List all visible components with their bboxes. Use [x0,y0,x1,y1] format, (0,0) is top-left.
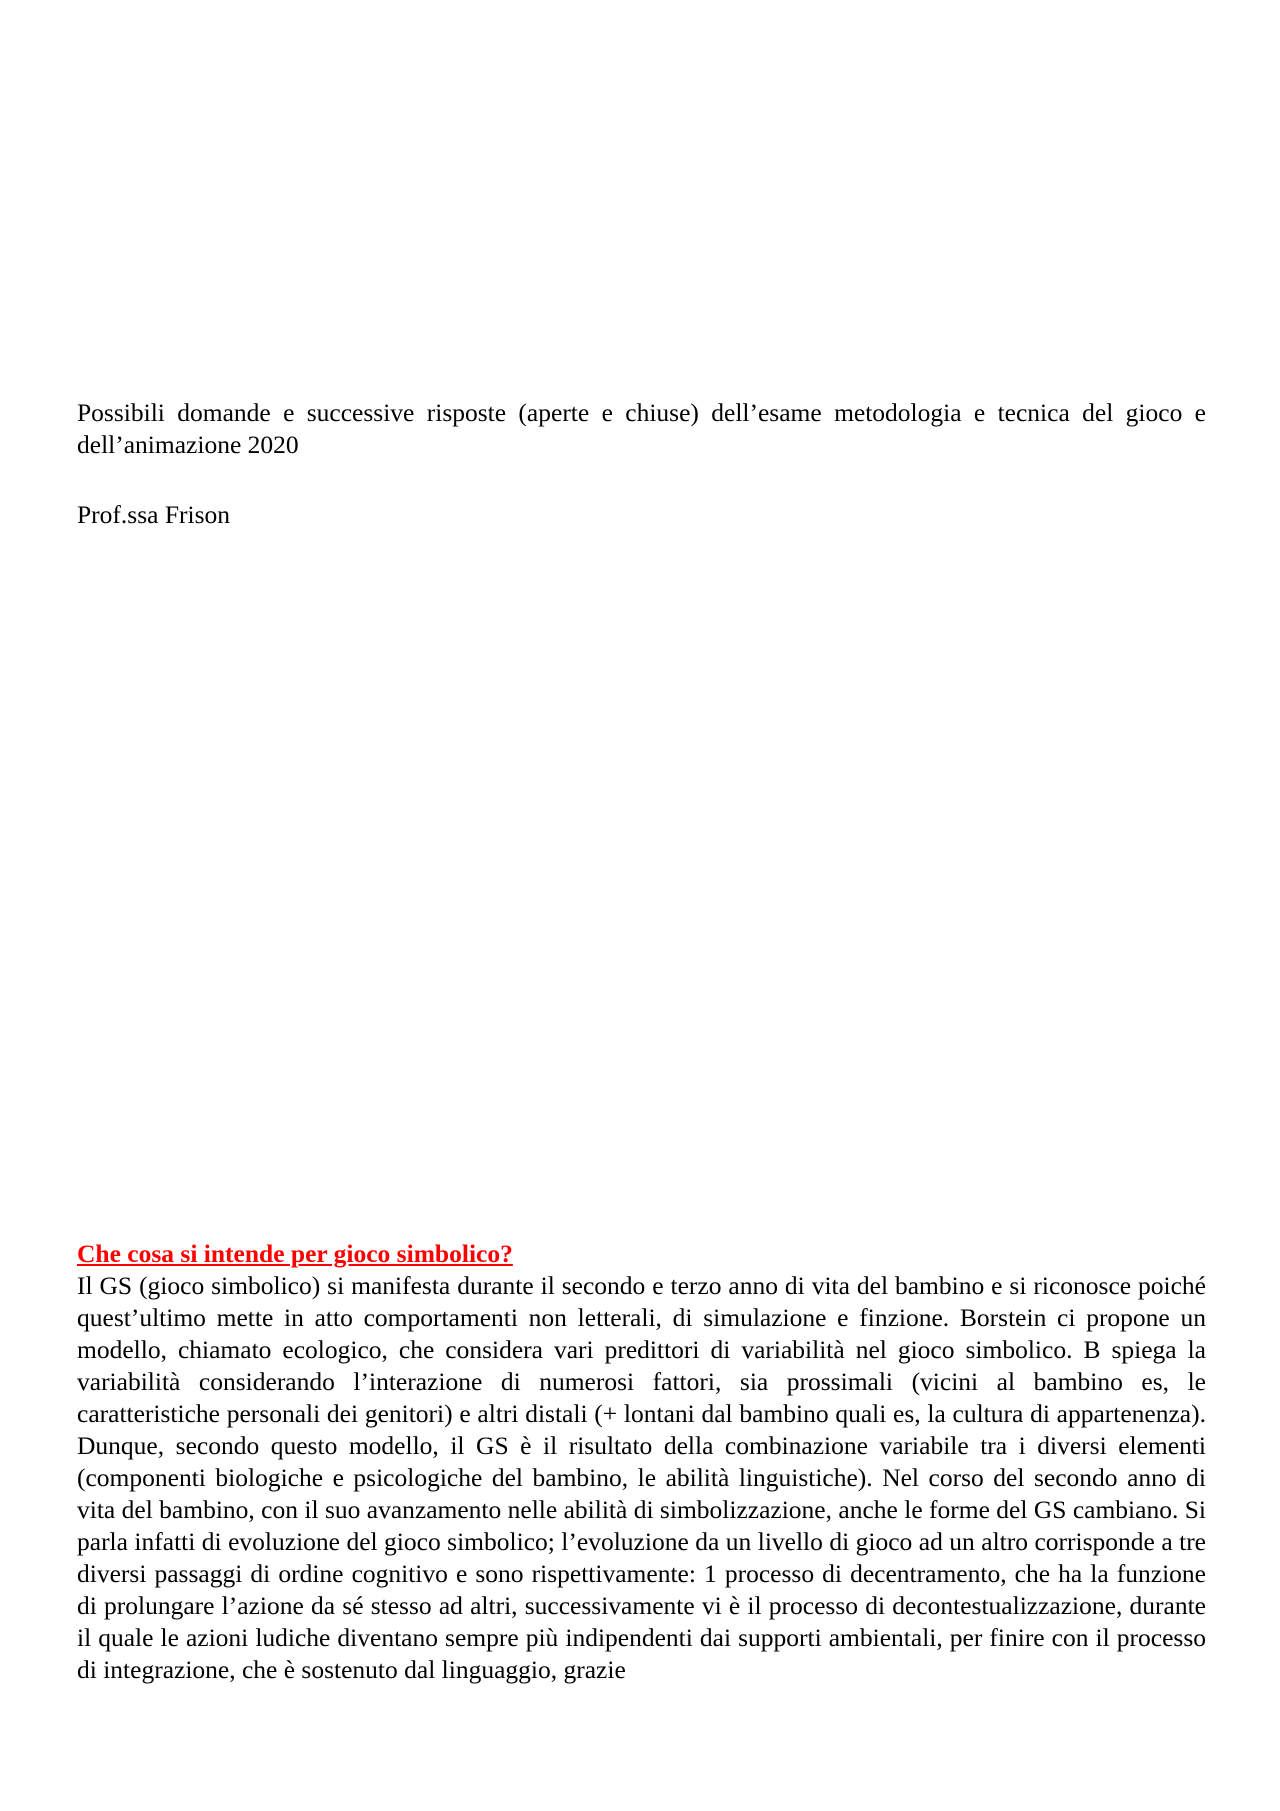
answer-paragraph: Il GS (gioco simbolico) si manifesta durante il secondo e terzo anno di vita del bambino e si riconosce poiché quest’ultimo mette in atto comportamenti non letterali, di simulazione e finzione. Borstein ci propone un modello, chiamato ecologico, che considera vari predittori di variabilità nel gioco simbolico. B spiega la variabilità considerando l’interazione di numerosi fattori, sia prossimali (vicini al bambino es, le caratteristiche personali dei genitori) e altri distali (+ lontani dal bambino quali es, la cultura di appartenenza). Dunque, secondo questo modello, il GS è il risultato della combinazione variabile tra i diversi elementi (componenti biologiche e psicologiche del bambino, le abilità linguistiche). Nel corso del secondo anno di vita del bambino, con il suo avanzamento nelle abilità di simbolizzazione, anche le forme del GS cambiano. Si parla infatti di evoluzione del gioco simbolico; l’evoluzione da un livello di gioco ad un altro corrisponde a tre diversi passaggi di ordine cognitivo e sono rispettivamente: 1 processo di decentramento, che ha la funzione di prolungare l’azione da sé stesso ad altri, successivamente vi è il processo di decontestualizzazione, durante il quale le azioni ludiche diventano sempre più indipendenti dai supporti ambientali, per finire con il processo di integrazione, che è sostenuto dal linguaggio, grazie [77,1271,1206,1684]
document-intro: Possibili domande e successive risposte (aperte e chiuse) dell’esame metodologia e tecnica del gioco e dell’animazione 2020 [77,398,1206,459]
document-author: Prof.ssa Frison [77,500,231,529]
question-heading: Che cosa si intende per gioco simbolico? [77,1239,513,1268]
